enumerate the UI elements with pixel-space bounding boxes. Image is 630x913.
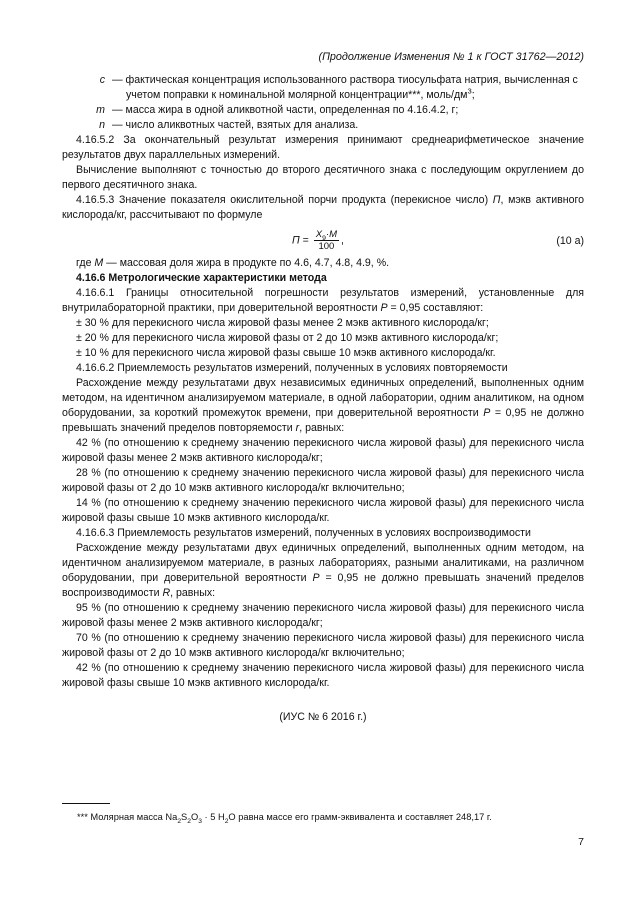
legend-symbol: m (96, 104, 105, 116)
list-item: ± 10 % для перекисного числа жировой фазы свыше 10 мэкв активного кислорода/кг. (76, 347, 496, 359)
running-header: (Продолжение Изменения № 1 к ГОСТ 31762—2012) (318, 51, 584, 63)
footnote-divider (62, 803, 110, 804)
paragraph-4-16-6-1: 4.16.6.1 Границы относительной погрешности результатов измерений, установленные для внутрилабораторной практики, при доверительной вероятности Р = 0,95 составляют: (62, 287, 584, 314)
legend-item-m: m — масса жира в одной аликвотной части, определенная по 4.16.4.2, г; (62, 103, 584, 118)
legend-text-cont: учетом поправки к номинальной молярной концентрации***, моль/дм (126, 89, 468, 101)
paragraph-repeatability: Расхождение между результатами двух независимых единичных определений, выполненных одним методом, на идентичном анализируемом материале, в одной лаборатории, одним аналитиком, на одном оборудовании, за короткий промежуток времени, при доверительной вероятности Р = 0,95 не должно превышать значений пределов повторяемости r, равных: (62, 377, 584, 434)
paragraph-4-16-5-2: 4.16.5.2 За окончательный результат измерения принимают среднеарифметическое значение результатов двух параллельных измерений. (62, 134, 584, 161)
paragraph-4-16-6-2: 4.16.6.2 Приемлемость результатов измерений, полученных в условиях повторяемости (76, 362, 508, 374)
legend-text: фактическая концентрация использованного раствора тиосульфата натрия, вычисленная с (125, 74, 578, 86)
list-item: 14 % (по отношению к среднему значению перекисного числа жировой фазы) для перекисного числа жировой фазы свыше 10 мэкв активного кислорода/кг. (62, 497, 584, 524)
paragraph-where: где М — массовая доля жира в продукте по 4.6, 4.7, 4.8, 4.9, %. (76, 257, 390, 269)
list-item: ± 30 % для перекисного числа жировой фазы менее 2 мэкв активного кислорода/кг; (76, 317, 489, 329)
legend-symbol: n (99, 119, 105, 131)
legend-item-n: n — число аликвотных частей, взятых для анализа. (62, 118, 584, 133)
formula-row (62, 227, 584, 255)
legend-dash: — (112, 74, 123, 86)
legend-text: число аликвотных частей, взятых для анализа. (125, 119, 359, 131)
formula-fraction: $\frac{X_9\cdot M}{100}$ (315, 229, 338, 252)
legend-text: масса жира в одной аликвотной части, определенная по 4.16.4.2, г; (125, 104, 459, 116)
list-item: ± 20 % для перекисного числа жировой фазы от 2 до 10 мэкв активного кислорода/кг; (76, 332, 499, 344)
formula-number: (10 а) (556, 235, 584, 247)
list-item: 95 % (по отношению к среднему значению перекисного числа жировой фазы) для перекисного числа жировой фазы менее 2 мэкв активного кислорода/кг; (62, 602, 584, 629)
legend-item-c: c — фактическая концентрация использованного раствора тиосульфата натрия, вычисленная с учетом поправки к номинальной молярной концентрации***, моль/$дм^3$; (62, 73, 584, 103)
footnote: *** Молярная масса $Na_2S_2O_3 \cdot 5$ $H_2O$ равна массе его грамм-эквивалента и составляет 248,17 г. (77, 812, 492, 825)
legend-symbol: c (99, 74, 105, 86)
ius-reference: (ИУС № 6 2016 г.) (279, 711, 367, 723)
list-item: 42 % (по отношению к среднему значению перекисного числа жировой фазы) для перекисного числа жировой фазы менее 2 мэкв активного кислорода/кг; (62, 437, 584, 464)
formula: П = $\frac{X_9\cdot M}{100}$ , (292, 229, 344, 252)
paragraph-calculation: Вычисление выполняют с точностью до второго десятичного знака с последующим округлением до первого десятичного знака. (62, 164, 584, 191)
legend-sup: 3 (467, 86, 472, 96)
list-item: 42 % (по отношению к среднему значению перекисного числа жировой фазы) для перекисного числа жировой фазы свыше 10 мэкв активного кислорода/кг. (62, 662, 584, 689)
paragraph-4-16-6-3: 4.16.6.3 Приемлемость результатов измерений, полученных в условиях воспроизводимости (76, 527, 531, 539)
section-title: 4.16.6 Метрологические характеристики метода (76, 272, 327, 284)
paragraph-reproducibility: Расхождение между результатами двух единичных определений, выполненных одним методом, на идентичном анализируемом материале, в разных лабораториях, разными аналитиками, на различном оборудовании, при доверительной вероятности Р = 0,95 не должно превышать значений пределов воспроизводимости R, равных: (62, 542, 584, 599)
paragraph-4-16-5-3: 4.16.5.3 Значение показателя окислительной порчи продукта (перекисное число) П, мэкв активного кислорода/кг, рассчитывают по формуле (62, 194, 584, 221)
page-number: 7 (578, 836, 584, 848)
list-item: 70 % (по отношению к среднему значению перекисного числа жировой фазы) для перекисного числа жировой фазы от 2 до 10 мэкв активного кислорода/кг включительно; (62, 632, 584, 659)
document-body (62, 73, 584, 725)
list-item: 28 % (по отношению к среднему значению перекисного числа жировой фазы) для перекисного числа жировой фазы от 2 до 10 мэкв активного кислорода/кг включительно; (62, 467, 584, 494)
